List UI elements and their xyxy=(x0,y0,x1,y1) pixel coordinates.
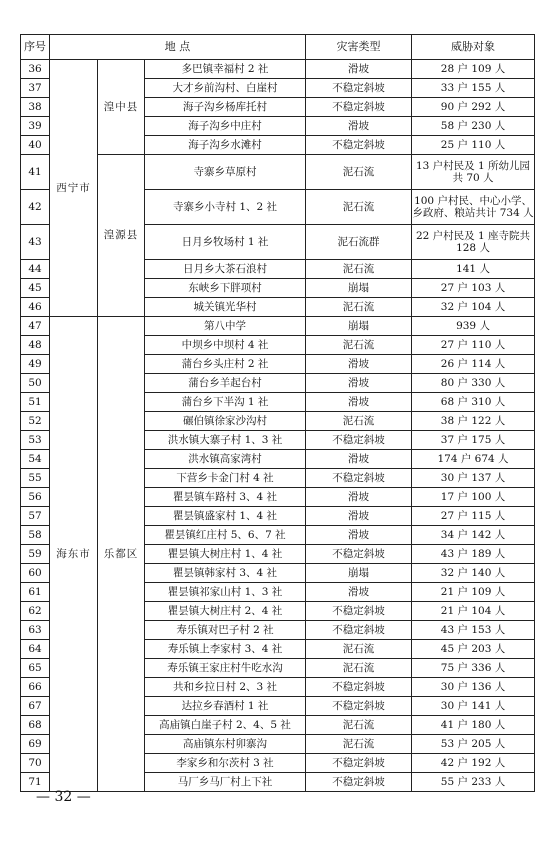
threat-cell: 21 户 109 人 xyxy=(412,583,535,602)
hazard-type-cell: 崩塌 xyxy=(306,564,412,583)
hazard-type-cell: 不稳定斜坡 xyxy=(306,431,412,450)
threat-cell: 68 户 310 人 xyxy=(412,393,535,412)
threat-cell: 41 户 180 人 xyxy=(412,716,535,735)
row-number: 70 xyxy=(21,754,50,773)
row-number: 46 xyxy=(21,298,50,317)
location-cell: 海子沟乡杨库托村 xyxy=(145,98,306,117)
location-cell: 寿乐镇上李家村 3、4 社 xyxy=(145,640,306,659)
row-number: 36 xyxy=(21,60,50,79)
threat-cell: 30 户 137 人 xyxy=(412,469,535,488)
row-number: 44 xyxy=(21,260,50,279)
hazard-type-cell: 滑坡 xyxy=(306,488,412,507)
location-cell: 城关镇光华村 xyxy=(145,298,306,317)
location-cell: 多巴镇幸福村 2 社 xyxy=(145,60,306,79)
hazard-type-cell: 不稳定斜坡 xyxy=(306,773,412,792)
location-cell: 瞿昙镇祁家山村 1、3 社 xyxy=(145,583,306,602)
location-cell: 碾伯镇徐家沙沟村 xyxy=(145,412,306,431)
district-ledu: 乐都区 xyxy=(98,317,145,792)
location-cell: 李家乡和尔茨村 3 社 xyxy=(145,754,306,773)
hazard-type-cell: 不稳定斜坡 xyxy=(306,754,412,773)
header-hazard: 灾害类型 xyxy=(306,35,412,60)
threat-cell: 34 户 142 人 xyxy=(412,526,535,545)
row-number: 43 xyxy=(21,225,50,260)
hazard-type-cell: 崩塌 xyxy=(306,317,412,336)
threat-cell: 33 户 155 人 xyxy=(412,79,535,98)
location-cell: 高庙镇东村卯寨沟 xyxy=(145,735,306,754)
hazard-type-cell: 泥石流 xyxy=(306,260,412,279)
threat-cell: 939 人 xyxy=(412,317,535,336)
location-cell: 瞿昙镇车路村 3、4 社 xyxy=(145,488,306,507)
hazard-type-cell: 滑坡 xyxy=(306,117,412,136)
hazard-table xyxy=(20,34,535,792)
threat-cell: 27 户 103 人 xyxy=(412,279,535,298)
location-cell: 中坝乡中坝村 4 社 xyxy=(145,336,306,355)
hazard-type-cell: 泥石流群 xyxy=(306,225,412,260)
threat-cell: 32 户 140 人 xyxy=(412,564,535,583)
threat-cell: 42 户 192 人 xyxy=(412,754,535,773)
location-cell: 洪水镇高家湾村 xyxy=(145,450,306,469)
location-cell: 寿乐镇对巴子村 2 社 xyxy=(145,621,306,640)
location-cell: 蒲台乡下半沟 1 社 xyxy=(145,393,306,412)
threat-cell: 53 户 205 人 xyxy=(412,735,535,754)
page-number: — 32 — xyxy=(36,789,91,805)
location-cell: 东峡乡下胖项村 xyxy=(145,279,306,298)
row-number: 63 xyxy=(21,621,50,640)
hazard-type-cell: 泥石流 xyxy=(306,735,412,754)
row-number: 67 xyxy=(21,697,50,716)
hazard-type-cell: 泥石流 xyxy=(306,155,412,190)
hazard-type-cell: 滑坡 xyxy=(306,507,412,526)
table-row xyxy=(21,60,535,79)
threat-cell: 100 户村民、中心小学、乡政府、粮站共计 734 人 xyxy=(412,190,535,225)
threat-cell: 75 户 336 人 xyxy=(412,659,535,678)
threat-cell: 27 户 115 人 xyxy=(412,507,535,526)
hazard-type-cell: 滑坡 xyxy=(306,355,412,374)
threat-cell: 27 户 110 人 xyxy=(412,336,535,355)
location-cell: 蒲台乡羊起台村 xyxy=(145,374,306,393)
threat-cell: 26 户 114 人 xyxy=(412,355,535,374)
location-cell: 洪水镇大寨子村 1、3 社 xyxy=(145,431,306,450)
threat-cell: 32 户 104 人 xyxy=(412,298,535,317)
hazard-type-cell: 滑坡 xyxy=(306,583,412,602)
hazard-type-cell: 不稳定斜坡 xyxy=(306,621,412,640)
threat-cell: 90 户 292 人 xyxy=(412,98,535,117)
row-number: 64 xyxy=(21,640,50,659)
location-cell: 瞿昙镇盛家村 1、4 社 xyxy=(145,507,306,526)
table-row xyxy=(21,317,535,336)
hazard-type-cell: 崩塌 xyxy=(306,279,412,298)
row-number: 69 xyxy=(21,735,50,754)
threat-cell: 43 户 153 人 xyxy=(412,621,535,640)
row-number: 40 xyxy=(21,136,50,155)
hazard-type-cell: 不稳定斜坡 xyxy=(306,469,412,488)
hazard-type-cell: 泥石流 xyxy=(306,298,412,317)
row-number: 52 xyxy=(21,412,50,431)
location-cell: 寺寨乡小寺村 1、2 社 xyxy=(145,190,306,225)
threat-cell: 43 户 189 人 xyxy=(412,545,535,564)
hazard-type-cell: 不稳定斜坡 xyxy=(306,79,412,98)
hazard-type-cell: 滑坡 xyxy=(306,450,412,469)
threat-cell: 22 户村民及 1 座寺院共 128 人 xyxy=(412,225,535,260)
row-number: 47 xyxy=(21,317,50,336)
location-cell: 寿乐镇王家庄村牛吃水沟 xyxy=(145,659,306,678)
row-number: 62 xyxy=(21,602,50,621)
row-number: 50 xyxy=(21,374,50,393)
hazard-type-cell: 不稳定斜坡 xyxy=(306,697,412,716)
threat-cell: 13 户村民及 1 所幼儿园共 70 人 xyxy=(412,155,535,190)
row-number: 68 xyxy=(21,716,50,735)
row-number: 39 xyxy=(21,117,50,136)
hazard-type-cell: 滑坡 xyxy=(306,60,412,79)
row-number: 56 xyxy=(21,488,50,507)
location-cell: 寺寨乡草原村 xyxy=(145,155,306,190)
table-body xyxy=(21,60,535,792)
header-threat: 威胁对象 xyxy=(412,35,535,60)
location-cell: 高庙镇白崖子村 2、4、5 社 xyxy=(145,716,306,735)
location-cell: 海子沟乡中庄村 xyxy=(145,117,306,136)
location-cell: 日月乡牧场村 1 社 xyxy=(145,225,306,260)
threat-cell: 38 户 122 人 xyxy=(412,412,535,431)
header-no: 序号 xyxy=(21,35,50,60)
hazard-type-cell: 不稳定斜坡 xyxy=(306,545,412,564)
row-number: 71 xyxy=(21,773,50,792)
threat-cell: 30 户 136 人 xyxy=(412,678,535,697)
header-location: 地 点 xyxy=(50,35,306,60)
location-cell: 瞿昙镇红庄村 5、6、7 社 xyxy=(145,526,306,545)
row-number: 61 xyxy=(21,583,50,602)
table-row xyxy=(21,155,535,190)
threat-cell: 37 户 175 人 xyxy=(412,431,535,450)
location-cell: 达拉乡春酒村 1 社 xyxy=(145,697,306,716)
threat-cell: 25 户 110 人 xyxy=(412,136,535,155)
hazard-type-cell: 滑坡 xyxy=(306,526,412,545)
location-cell: 下营乡卡金门村 4 社 xyxy=(145,469,306,488)
hazard-type-cell: 滑坡 xyxy=(306,374,412,393)
hazard-type-cell: 泥石流 xyxy=(306,412,412,431)
location-cell: 大才乡前沟村、白崖村 xyxy=(145,79,306,98)
threat-cell: 17 户 100 人 xyxy=(412,488,535,507)
location-cell: 第八中学 xyxy=(145,317,306,336)
hazard-type-cell: 泥石流 xyxy=(306,716,412,735)
row-number: 48 xyxy=(21,336,50,355)
threat-cell: 30 户 141 人 xyxy=(412,697,535,716)
hazard-type-cell: 不稳定斜坡 xyxy=(306,136,412,155)
hazard-type-cell: 泥石流 xyxy=(306,336,412,355)
row-number: 51 xyxy=(21,393,50,412)
row-number: 53 xyxy=(21,431,50,450)
row-number: 54 xyxy=(21,450,50,469)
location-cell: 马厂乡马厂村上下社 xyxy=(145,773,306,792)
threat-cell: 80 户 330 人 xyxy=(412,374,535,393)
row-number: 49 xyxy=(21,355,50,374)
table-header-row xyxy=(21,35,535,60)
threat-cell: 58 户 230 人 xyxy=(412,117,535,136)
row-number: 55 xyxy=(21,469,50,488)
row-number: 60 xyxy=(21,564,50,583)
hazard-type-cell: 不稳定斜坡 xyxy=(306,678,412,697)
hazard-type-cell: 不稳定斜坡 xyxy=(306,602,412,621)
city-haidong: 海东市 xyxy=(50,317,98,792)
hazard-type-cell: 滑坡 xyxy=(306,393,412,412)
location-cell: 瞿昙镇大树庄村 2、4 社 xyxy=(145,602,306,621)
county-huangyuan: 湟源县 xyxy=(98,155,145,317)
row-number: 65 xyxy=(21,659,50,678)
threat-cell: 55 户 233 人 xyxy=(412,773,535,792)
row-number: 42 xyxy=(21,190,50,225)
threat-cell: 21 户 104 人 xyxy=(412,602,535,621)
threat-cell: 141 人 xyxy=(412,260,535,279)
threat-cell: 28 户 109 人 xyxy=(412,60,535,79)
hazard-type-cell: 不稳定斜坡 xyxy=(306,98,412,117)
location-cell: 海子沟乡水滩村 xyxy=(145,136,306,155)
location-cell: 瞿昙镇韩家村 3、4 社 xyxy=(145,564,306,583)
row-number: 59 xyxy=(21,545,50,564)
hazard-type-cell: 泥石流 xyxy=(306,659,412,678)
location-cell: 瞿昙镇大树庄村 1、4 社 xyxy=(145,545,306,564)
row-number: 37 xyxy=(21,79,50,98)
location-cell: 蒲台乡头庄村 2 社 xyxy=(145,355,306,374)
row-number: 45 xyxy=(21,279,50,298)
city-xining: 西宁市 xyxy=(50,60,98,317)
row-number: 41 xyxy=(21,155,50,190)
threat-cell: 45 户 203 人 xyxy=(412,640,535,659)
hazard-type-cell: 泥石流 xyxy=(306,640,412,659)
row-number: 57 xyxy=(21,507,50,526)
row-number: 58 xyxy=(21,526,50,545)
row-number: 66 xyxy=(21,678,50,697)
location-cell: 日月乡大茶石浪村 xyxy=(145,260,306,279)
location-cell: 共和乡拉日村 2、3 社 xyxy=(145,678,306,697)
county-huangzhong: 湟中县 xyxy=(98,60,145,155)
threat-cell: 174 户 674 人 xyxy=(412,450,535,469)
hazard-type-cell: 泥石流 xyxy=(306,190,412,225)
row-number: 38 xyxy=(21,98,50,117)
